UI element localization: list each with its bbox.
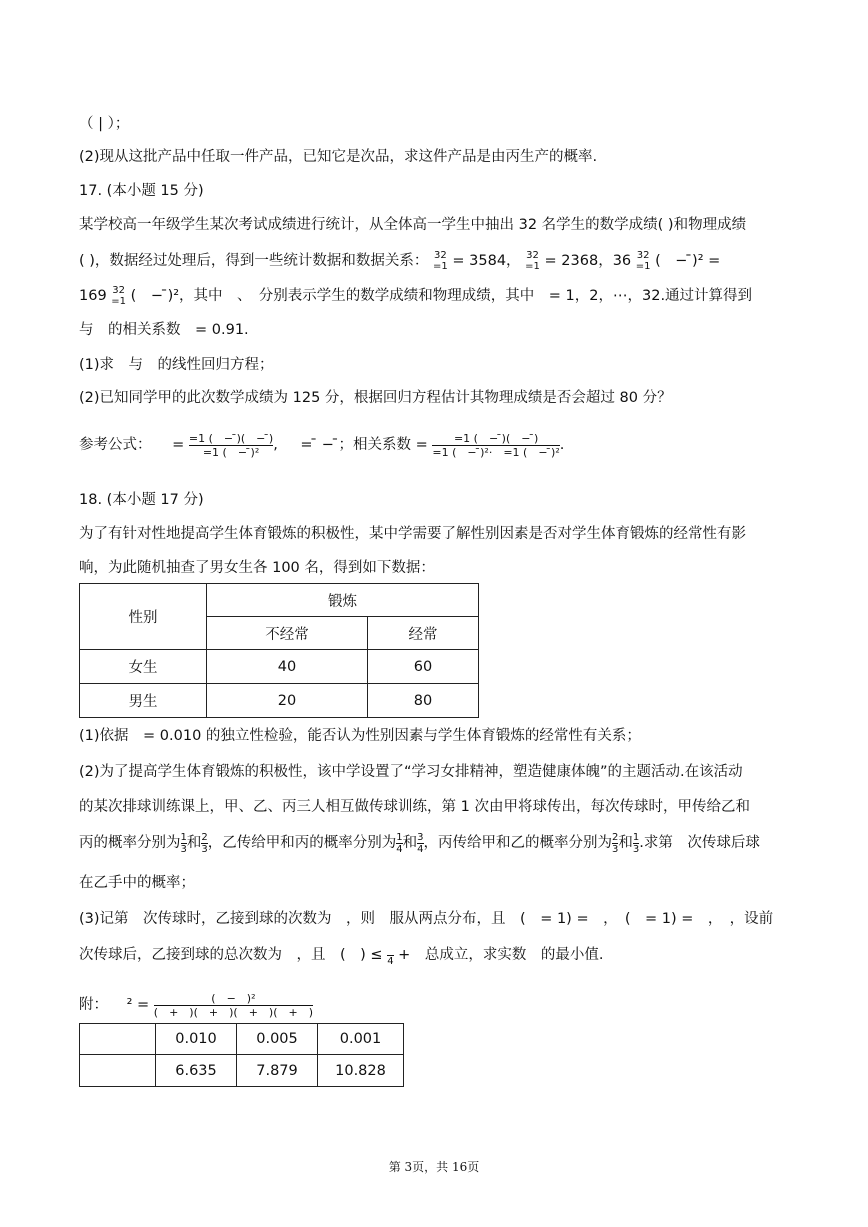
page-footer: 第 3页，共 16页 [388,1160,480,1174]
fraction: $\frac{3}{4}$ [417,831,424,855]
table-row: 0.010 0.005 0.001 [80,1024,404,1055]
chi-square-formula: $\frac{\text{( − )²}}{( + )( + )( + )( + )}$ [153,991,313,1019]
q18-part-2c: 丙的概率分别为 $\frac{1}{3}$ 和 $\frac{2}{3}$ ，乙传给甲和丙的概率分别为 $\frac{1}{4}$ 和 $\frac{3}{4}$ ，丙传给甲和乙的概率分别为 $\frac{2}{3}$ 和 $\frac{1}{3}$ .求第 次传球后球 [79,831,760,855]
header-exercise: 锻炼 [207,584,479,617]
q18-part-3b: 次传球后，乙接到球的总次数为 ，且 ( ) ≤ 4 + 总成立，求实数 的最小值. [79,940,603,970]
formula-b: $\frac{=1 ( - ̄)( - ̄)}{\text{=1 ( − ̄)²}}$ [188,431,274,459]
fraction: $\frac{2}{3}$ [201,831,208,855]
reference-label: 参考公式： [79,437,152,453]
appendix-formula: 附： ² = $\frac{\text{( − )²}}{( + )( + )( + )( + )}$ [79,991,313,1019]
q17-sum-3: ( − ̄)² = [655,253,721,269]
formula-a: = ̄ − ̄；相关系数 [300,437,412,453]
q17-text-b1: ( )，数据经过处理后，得到一些统计数据和数据关系： [79,253,429,269]
line-1: （ | ）； [79,116,130,132]
critical-value-table [79,1023,404,1087]
reference-formula: 参考公式： = $\frac{=1 ( - ̄)( - ̄)}{\text{=1 ( − ̄)²}}$ , = ̄ − ̄；相关系数 = $\frac{=1 ( - ̄)( - ̄)}{\text{=1 ( − ̄)²· =1 ( − ̄)²}}$ . [79,431,565,459]
sum-mark-4: 32 =1 [111,285,127,307]
formula-r: $\frac{=1 ( - ̄)( - ̄)}{\text{=1 ( − ̄)²· =1 ( − ̄)²}}$ [432,431,560,459]
q17-part-2: (2)已知同学甲的此次数学成绩为 125 分，根据回归方程估计其物理成绩是否会超过 80 分？ [79,390,672,406]
sum-mark-1: 32 =1 [433,250,448,272]
q17-text-b [79,250,720,272]
q18-part-2d: 在乙手中的概率； [79,875,195,891]
q18-heading: 18. (本小题 17 分) [79,492,204,508]
fraction: $\frac{1}{3}$ [180,831,187,855]
q18-part-1: (1)依据 = 0.010 的独立性检验，能否认为性别因素与学生体育锻炼的经常性有关系； [79,728,641,744]
table-row: 女生 40 60 [80,650,479,684]
sum-mark-3: 32 =1 [635,250,651,272]
q17-heading: 17. (本小题 15 分) [79,183,204,199]
q17-part-1: (1)求 与 的线性回归方程； [79,357,274,373]
header-not-often: 不经常 [207,617,368,650]
q17-text-c1: 169 [79,288,107,304]
q17-text-c2: ( − ̄)²，其中 、 分别表示学生的数学成绩和物理成绩，其中 = 1，2，⋯，32.通过计算得到 [130,288,753,304]
fraction: 4 [387,955,394,967]
q17-text-c [79,285,752,307]
sum-mark-2: 32 =1 [525,250,540,272]
q18-text-a: 为了有针对性地提高学生体育锻炼的积极性，某中学需要了解性别因素是否对学生体育锻炼的经常性有影 [79,526,746,542]
table-row: 男生 20 80 [80,684,479,718]
appendix-label: 附： [79,997,108,1013]
q17-text-d: 与 的相关系数 = 0.91. [79,322,249,338]
header-often: 经常 [368,617,479,650]
table-row: 6.635 7.879 10.828 [80,1055,404,1087]
q17-text-a: 某学校高一年级学生某次考试成绩进行统计，从全体高一学生中抽出 32 名学生的数学成绩( )和物理成绩 [79,217,747,233]
line-2: (2)现从这批产品中任取一件产品，已知它是次品，求这件产品是由丙生产的概率. [79,149,598,165]
fraction: $\frac{1}{4}$ [396,831,403,855]
fraction: $\frac{1}{3}$ [632,831,640,855]
q18-part-2b: 的某次排球训练课上，甲、乙、丙三人相互做传球训练，第 1 次由甲将球传出，每次传球时，甲传给乙和 [79,799,750,815]
q17-sum-2: = 2368，36 [544,253,632,269]
q17-sum-1: = 3584， [452,253,521,269]
header-gender: 性别 [80,584,207,650]
exercise-table [79,583,479,718]
q18-part-3a: (3)记第 次传球时，乙接到球的次数为 ，则 服从两点分布，且 ( = 1) = ， ( = 1) = ， ，设前 [79,911,774,927]
q18-part-2a: (2)为了提高学生体育锻炼的积极性，该中学设置了“学习女排精神，塑造健康体魄”的主题活动.在该活动 [79,764,743,780]
q18-text-b: 响，为此随机抽查了男女生各 100 名，得到如下数据： [79,560,435,576]
fraction: $\frac{2}{3}$ [612,831,619,855]
